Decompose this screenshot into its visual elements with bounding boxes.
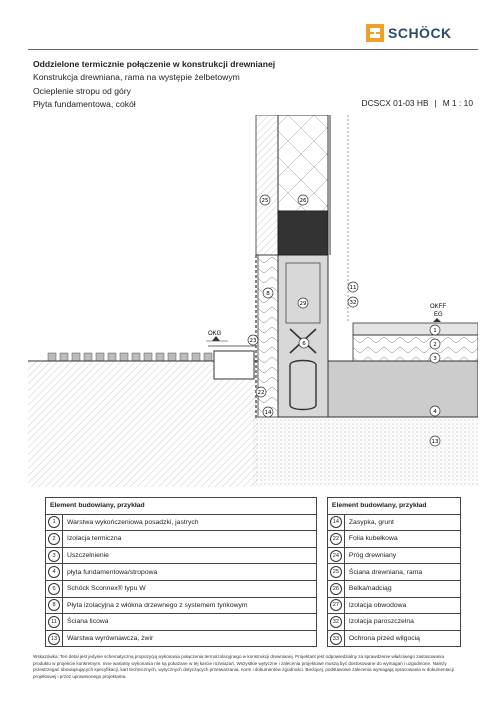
callout-marker bbox=[430, 353, 440, 363]
legend-text: płyta fundamentowa/stropowa bbox=[63, 564, 317, 581]
legend-number: 27 bbox=[330, 599, 342, 611]
legend-number: 11 bbox=[48, 616, 60, 628]
subtitle-2: Ocieplenie stropu od góry bbox=[33, 85, 131, 96]
legend-number: 1 bbox=[48, 516, 60, 528]
eg-label: EG bbox=[434, 312, 443, 318]
legend-number: 33 bbox=[330, 633, 342, 645]
legend-text: Folia kubełkowa bbox=[344, 531, 460, 548]
drawing-scale: M 1 : 10 bbox=[442, 98, 473, 108]
legend-header-left: Element budowlany, przykład bbox=[46, 498, 317, 515]
callout-marker bbox=[263, 407, 273, 417]
wall-outer-board bbox=[256, 115, 278, 255]
callout-marker bbox=[248, 335, 258, 345]
callout-number: 25 bbox=[261, 198, 269, 204]
legend-row bbox=[46, 564, 461, 581]
legend-number: 32 bbox=[330, 616, 342, 628]
callout-marker bbox=[348, 282, 358, 292]
callout-number: 14 bbox=[264, 410, 272, 416]
callout-number: 8 bbox=[266, 291, 270, 297]
legend-text: Belka/nadciąg bbox=[344, 580, 460, 597]
light-well bbox=[214, 351, 254, 379]
callout-marker bbox=[260, 195, 270, 205]
okg-level-mark bbox=[206, 331, 228, 341]
legend-text: Ściana licowa bbox=[63, 614, 317, 631]
callout-number: 32 bbox=[349, 300, 357, 306]
callout-number: 13 bbox=[431, 439, 439, 445]
callout-number: 1 bbox=[433, 328, 437, 334]
legend-number: 24 bbox=[330, 550, 342, 562]
callout-number: 4 bbox=[433, 409, 437, 415]
main-title: Oddzielone termicznie połączenie w konstrukcji drewnianej bbox=[33, 59, 276, 69]
subtitle-1: Konstrukcja drewniana, rama na występie żelbetowym bbox=[33, 72, 240, 83]
callout-marker bbox=[430, 406, 440, 416]
legend-row bbox=[46, 514, 461, 531]
callout-number: 23 bbox=[249, 338, 257, 344]
brand-logo bbox=[366, 22, 476, 44]
legend-text: Izolacja obwodowa bbox=[344, 597, 460, 614]
callout-marker bbox=[263, 288, 273, 298]
legend-number: 26 bbox=[330, 583, 342, 595]
callout-number: 22 bbox=[257, 390, 265, 396]
legend-number: 3 bbox=[48, 550, 60, 562]
legend-header-right: Element budowlany, przykład bbox=[327, 498, 460, 515]
header-divider bbox=[28, 49, 478, 50]
legend-text: Warstwa wyrównawcza, żwir bbox=[63, 630, 317, 647]
legend-row bbox=[46, 630, 461, 647]
legend-row bbox=[46, 547, 461, 564]
legend-text: Izolacja termiczna bbox=[63, 531, 317, 548]
callout-marker bbox=[430, 436, 440, 446]
gravel-layer bbox=[253, 417, 478, 487]
gravel-row bbox=[48, 353, 212, 361]
callout-marker bbox=[298, 298, 308, 308]
callout-number: 26 bbox=[299, 198, 307, 204]
timber-sill bbox=[278, 211, 328, 255]
legend-number: 6 bbox=[48, 583, 60, 595]
okff-label: OKFF bbox=[430, 304, 446, 310]
legend-number: 25 bbox=[330, 566, 342, 578]
callout-marker bbox=[348, 297, 358, 307]
floor-screed bbox=[353, 323, 478, 335]
floor-insulation bbox=[353, 335, 478, 361]
legend-number: 2 bbox=[48, 533, 60, 545]
callout-number: 29 bbox=[299, 301, 307, 307]
legend-text: Schöck Sconnex® typu W bbox=[63, 580, 317, 597]
callout-marker bbox=[256, 387, 266, 397]
title-block bbox=[33, 58, 275, 112]
legend-text: Izolacja paroszczelna bbox=[344, 614, 460, 631]
callout-number: 2 bbox=[433, 342, 437, 348]
legend-text: Uszczelnienie bbox=[63, 547, 317, 564]
okff-level-mark bbox=[430, 304, 446, 322]
legend-row bbox=[46, 580, 461, 597]
legend-text: Zasypka, grunt bbox=[344, 514, 460, 531]
schock-logo-icon bbox=[366, 24, 384, 42]
drawing-code-block: DCSCX 01-03 HB | M 1 : 10 bbox=[361, 98, 473, 108]
callout-number: 6 bbox=[302, 341, 306, 347]
section-drawing bbox=[28, 115, 478, 487]
legend-text: Warstwa wykończeniowa posadzki, jastrych bbox=[63, 514, 317, 531]
callout-marker bbox=[298, 195, 308, 205]
legend-text: Ochrona przed wilgocią bbox=[344, 630, 460, 647]
legend-row bbox=[46, 614, 461, 631]
okg-label: OKG bbox=[208, 331, 222, 337]
callout-number: 11 bbox=[349, 285, 357, 291]
callout-marker bbox=[430, 339, 440, 349]
callout-marker bbox=[299, 338, 309, 348]
callout-marker bbox=[430, 325, 440, 335]
legend-number: 22 bbox=[330, 533, 342, 545]
brand-name: SCHÖCK bbox=[388, 25, 452, 41]
legend-text: Płyta izolacyjna z włókna drzewnego z systemem tynkowym bbox=[63, 597, 317, 614]
drawing-code: DCSCX 01-03 HB bbox=[361, 98, 429, 108]
legend-row bbox=[46, 597, 461, 614]
legend-text: Ściana drewniana, rama bbox=[344, 564, 460, 581]
legend-number: 14 bbox=[330, 516, 342, 528]
legend-number: 4 bbox=[48, 566, 60, 578]
legend-text: Próg drewniany bbox=[344, 547, 460, 564]
legend-number: 13 bbox=[48, 633, 60, 645]
legend-row bbox=[46, 531, 461, 548]
sconnex-element bbox=[278, 255, 328, 417]
callout-number: 3 bbox=[433, 356, 437, 362]
legend-table bbox=[45, 497, 461, 647]
footer-note: Wskazówka: Ten detal jest jedynie schematyczną propozycją wykonania połączenia termoizolacyjnego w konstrukcji drewnianej. Projektant jest odpowiedzialny za sprawdzenie właściwego zastosowania produktu w projekcie konkretnym. Inne warianty wykonania nie są pokazane w tej karcie rozwiązań. Wszystkie wytyczne i zalecenia projektowe muszą być dostosowane do wymagań i uzgodnione. Należy przestrzegać obowiązujących specyfikacji, kart technicznych, wytycznych dotyczących przetwarzania, norm i dokumentów zgodności. Bieżącej, podstawowe zalecenia wymagają opracowania w dokumentacji projektowej i przez uprawnionego projektanta. bbox=[33, 654, 454, 679]
subtitle-3: Płyta fundamentowa, cokół bbox=[33, 99, 136, 110]
legend-number: 8 bbox=[48, 599, 60, 611]
